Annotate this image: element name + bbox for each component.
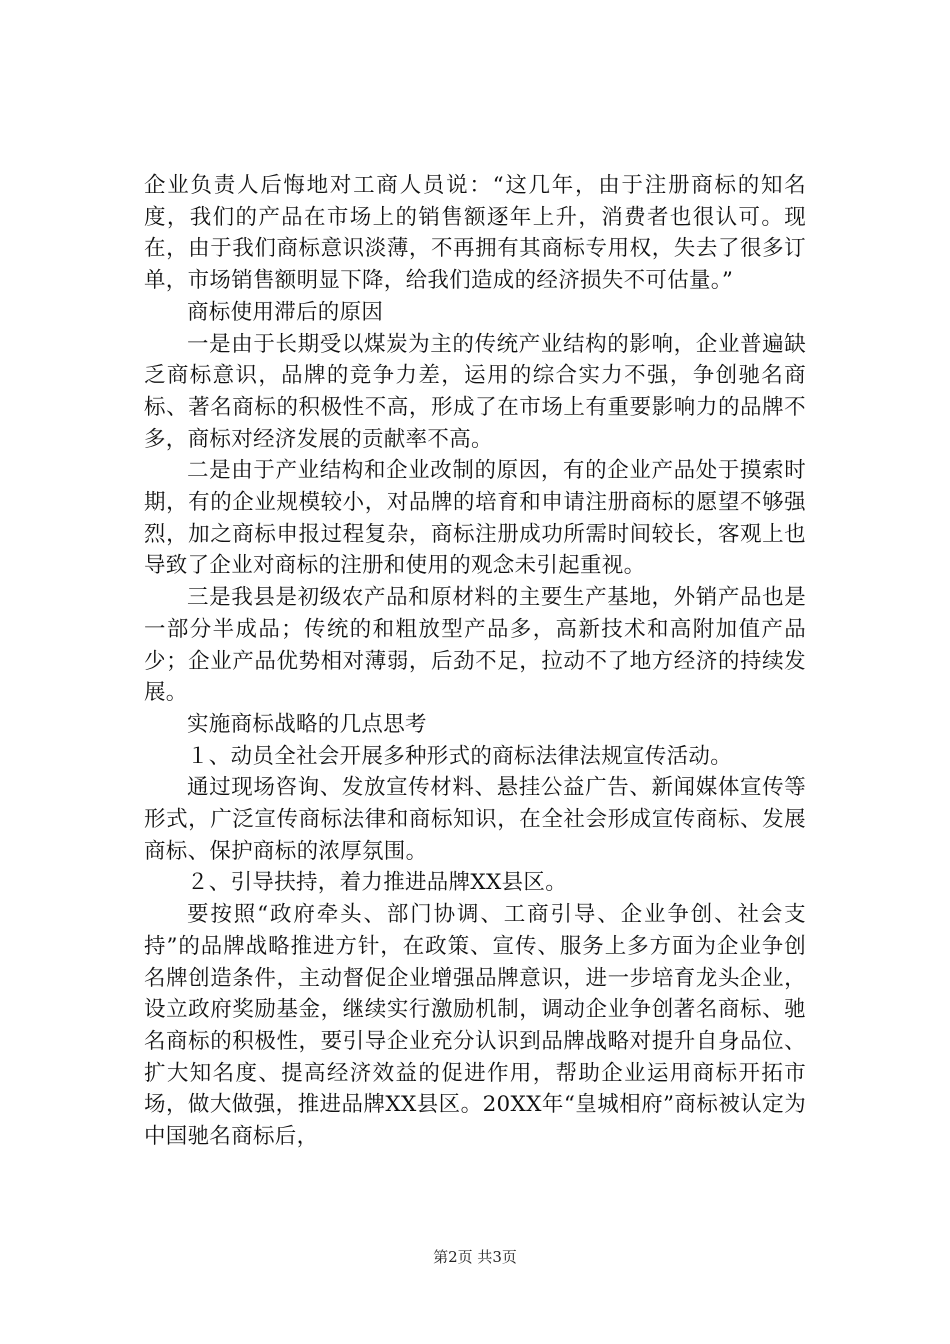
item-heading-two: ２、引导扶持，着力推进品牌XX县区。: [187, 870, 568, 896]
page-footer: 第2页 共3页: [433, 1248, 517, 1266]
paragraph-cause-one: 一是由于长期受以煤炭为主的传统产业结构的影响，企业普遍缺乏商标意识，品牌的竞争力差，运用的综合实力不强，争创驰名商标、著名商标的积极性不高，形成了在市场上有重要影响力的品牌不多，商标对经济发展的贡献率不高。: [144, 331, 806, 452]
document-body: [144, 170, 806, 1153]
item-heading-one: １、动员全社会开展多种形式的商标法律法规宣传活动。: [187, 743, 733, 769]
section-heading-thoughts: 实施商标战略的几点思考: [187, 711, 427, 737]
paragraph-cause-three: 三是我县是初级农产品和原材料的主要生产基地，外销产品也是一部分半成品；传统的和粗放型产品多，高新技术和高附加值产品少；企业产品优势相对薄弱，后劲不足，拉动不了地方经济的持续发展。: [144, 585, 806, 706]
paragraph-item-two: 要按照“政府牵头、部门协调、工商引导、企业争创、社会支持”的品牌战略推进方针，在政策、宣传、服务上多方面为企业争创名牌创造条件，主动督促企业增强品牌意识，进一步培育龙头企业，设立政府奖励基金，继续实行激励机制，调动企业争创著名商标、驰名商标的积极性，要引导企业充分认识到品牌战略对提升自身品位、扩大知名度、提高经济效益的促进作用，帮助企业运用商标开拓市场，做大做强，推进品牌XX县区。20XX年“皇城相府”商标被认定为中国驰名商标后，: [144, 902, 806, 1150]
paragraph-continuation: 企业负责人后悔地对工商人员说：“这几年，由于注册商标的知名度，我们的产品在市场上的销售额逐年上升，消费者也很认可。现在，由于我们商标意识淡薄，不再拥有其商标专用权，失去了很多订单，市场销售额明显下降，给我们造成的经济损失不可估量。”: [144, 173, 806, 294]
paragraph-cause-two: 二是由于产业结构和企业改制的原因，有的企业产品处于摸索时期，有的企业规模较小，对品牌的培育和申请注册商标的愿望不够强烈，加之商标申报过程复杂，商标注册成功所需时间较长，客观上也导致了企业对商标的注册和使用的观念未引起重视。: [144, 458, 806, 579]
paragraph-item-one: 通过现场咨询、发放宣传材料、悬挂公益广告、新闻媒体宣传等形式，广泛宣传商标法律和商标知识，在全社会形成宣传商标、发展商标、保护商标的浓厚氛围。: [144, 775, 806, 864]
section-heading-causes: 商标使用滞后的原因: [187, 299, 384, 325]
